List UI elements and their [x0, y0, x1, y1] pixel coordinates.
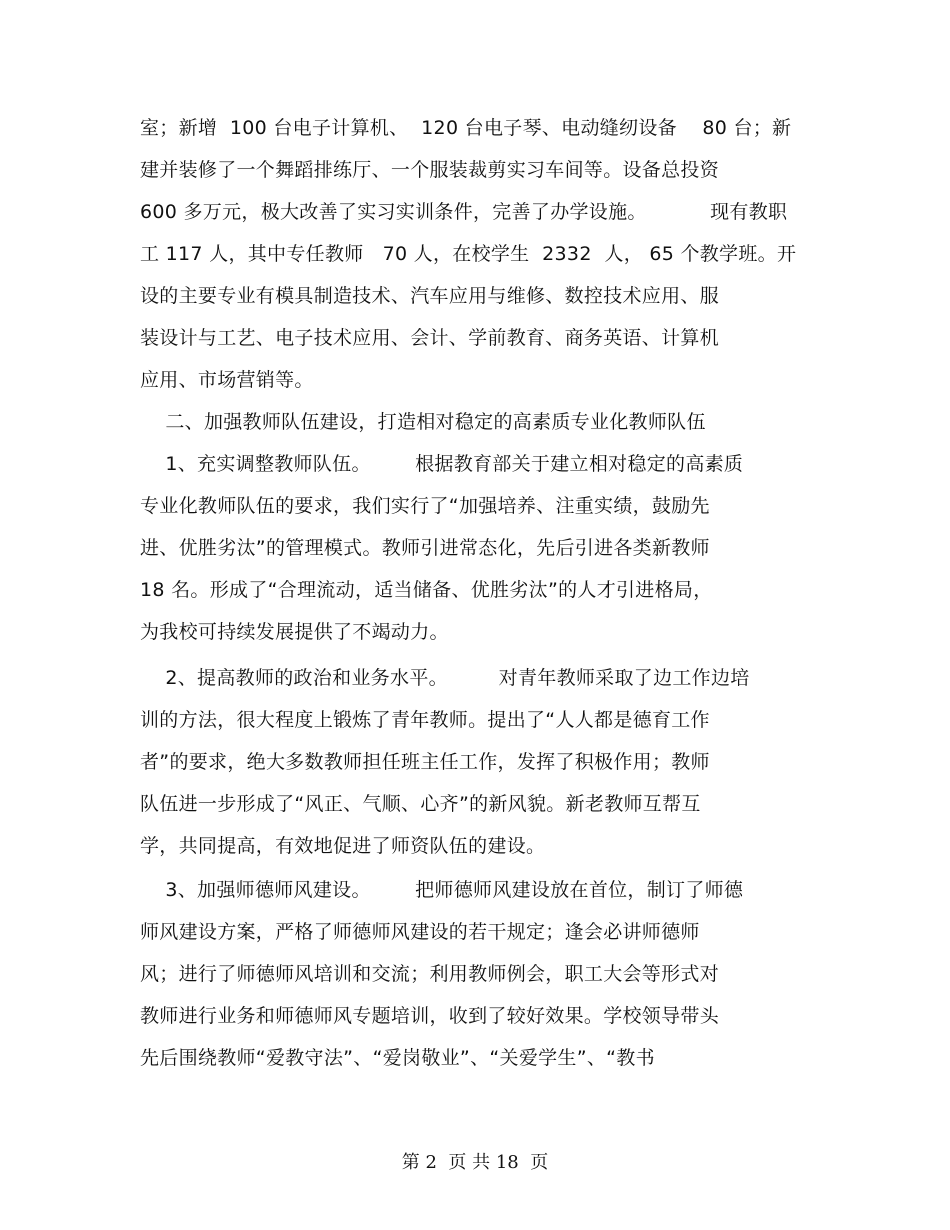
body-line: 工 117 人，其中专任教师 70 人，在校学生 2332 人， 65 个教学班。开: [140, 243, 797, 265]
body-line: 3、加强师德师风建设。 把师德师风建设放在首位，制订了师德: [140, 879, 744, 901]
body-line: 装设计与工艺、电子技术应用、会计、学前教育、商务英语、计算机: [140, 327, 720, 349]
body-line: 风；进行了师德师风培训和交流；利用教师例会，职工大会等形式对: [140, 963, 720, 985]
body-line: 应用、市场营销等。: [140, 369, 314, 391]
body-line: 训的方法，很大程度上锻炼了青年教师。提出了“人人都是德育工作: [140, 709, 710, 731]
body-line: 专业化教师队伍的要求，我们实行了“加强培养、注重实绩，鼓励先: [140, 495, 710, 517]
body-line: 为我校可持续发展提供了不竭动力。: [140, 621, 449, 643]
body-line: 设的主要专业有模具制造技术、汽车应用与维修、数控技术应用、服: [140, 285, 720, 307]
body-line: 者”的要求，绝大多数教师担任班主任工作，发挥了积极作用；教师: [140, 751, 710, 773]
section-heading: 二、加强教师队伍建设，打造相对稳定的高素质专业化教师队伍: [140, 411, 706, 433]
body-line: 建并装修了一个舞蹈排练厅、一个服装裁剪实习车间等。设备总投资: [140, 159, 720, 181]
body-line: 室；新增 100 台电子计算机、 120 台电子琴、电动缝纫设备 80 台；新: [140, 117, 792, 139]
body-line: 师风建设方案，严格了师德师风建设的若干规定；逢会必讲师德师: [140, 921, 700, 943]
body-line: 600 多万元，极大改善了实习实训条件，完善了办学设施。 现有教职: [140, 201, 788, 223]
body-line: 18 名。形成了“合理流动，适当储备、优胜劣汰”的人才引进格局，: [140, 579, 713, 601]
body-line: 进、优胜劣汰”的管理模式。教师引进常态化，先后引进各类新教师: [140, 537, 710, 559]
page-number-footer: 第 2 页 共 18 页: [401, 1152, 549, 1173]
body-line: 学，共同提高，有效地促进了师资队伍的建设。: [140, 835, 546, 857]
body-line: 队伍进一步形成了“风正、气顺、心齐”的新风貌。新老教师互帮互: [140, 793, 701, 815]
body-line: 先后围绕教师“爱教守法”、“爱岗敬业”、“关爱学生”、“教书: [140, 1047, 655, 1069]
body-line: 教师进行业务和师德师风专题培训，收到了较好效果。学校领导带头: [140, 1005, 720, 1027]
body-line: 1、充实调整教师队伍。 根据教育部关于建立相对稳定的高素质: [140, 453, 744, 475]
body-line: 2、提高教师的政治和业务水平。 对青年教师采取了边工作边培: [140, 667, 750, 689]
